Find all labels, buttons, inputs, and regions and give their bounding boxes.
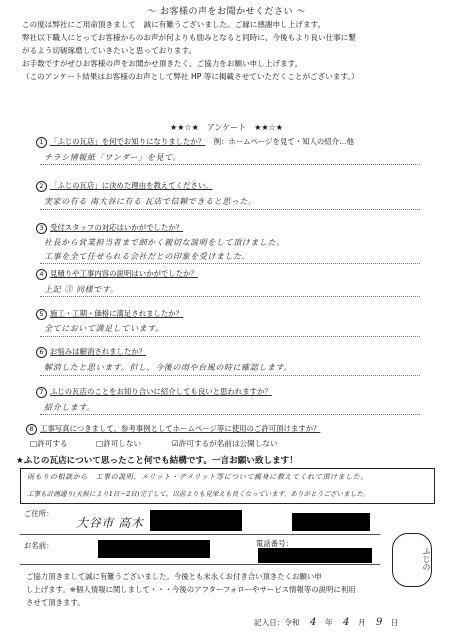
answer-2[interactable]: 実家の有る 南大谷に有る 瓦店で信頼できると思った。 — [44, 197, 257, 206]
answer-line — [40, 164, 420, 165]
date-year[interactable]: 4 — [309, 617, 317, 628]
date-day-unit: 日 — [390, 618, 399, 627]
name-label: お名前： — [24, 541, 54, 550]
question-number: 6 — [36, 347, 47, 358]
question-2 — [36, 180, 213, 192]
date-month[interactable]: 4 — [342, 617, 350, 628]
redaction-block — [98, 540, 210, 558]
question-4 — [36, 268, 198, 280]
date-label: 記入日：令和 — [254, 618, 300, 627]
intro-line-2: 弊社以下職人にとってお客様からのお声が何よりも励みとなると同時に、今後もより良い仕事に繋 — [22, 33, 356, 42]
redaction-block — [150, 510, 242, 531]
question-text: 受付スタッフの対応はいかがでしたか？ — [50, 223, 184, 232]
footer-line-1: ご協力頂きまして誠に有難うございました。今後とも末永くお付き合い頂きたくお願い申 — [26, 572, 322, 581]
answer-4[interactable]: 上記 ③ 同様です。 — [44, 285, 119, 294]
answer-7[interactable]: 紹介します。 — [44, 403, 95, 412]
free-comment-line-2: 工事も計画通り(天候により1日～2日)完了して、以前よりも見栄えも良くなっています。ありがとうございました。 — [27, 490, 370, 498]
stamp-text: ふじの — [422, 547, 431, 571]
permission-anonymous-checkbox[interactable]: ☑許可するが名前は公開しない — [172, 439, 278, 448]
question-1 — [36, 136, 354, 148]
question-text: 工事写真につきまして、参考事例としてホームページ等に使用のご許可頂けますか？ — [40, 424, 321, 433]
answer-5[interactable]: 全てにおいて満足しています。 — [44, 324, 164, 333]
answer-line — [40, 263, 420, 264]
question-7 — [36, 386, 272, 398]
answer-line — [40, 375, 420, 376]
question-text: 施工・工期・価格に満足されましたか？ — [50, 309, 184, 318]
permission-allow-checkbox[interactable]: □許可する — [30, 439, 68, 448]
answer-3-line-2[interactable]: 工事を全て任せられる会社だとの印象を受けました。 — [44, 252, 251, 261]
intro-line-1: この度は弊社にご用命頂きまして 誠に有難うございました。ご縁に感謝申し上げます。 — [22, 20, 326, 29]
permission-deny-checkbox[interactable]: □許可しない — [96, 439, 142, 448]
question-6 — [36, 346, 146, 358]
footer-line-2: し上げます。※個人情報に関しまして・・・今後のアフターフォローやサービス情報等の説明に利用 — [26, 585, 356, 594]
date-month-unit: 月 — [357, 618, 366, 627]
intro-line-3: がるよう切磋琢磨していきたいと思っております。 — [22, 46, 197, 55]
question-3 — [36, 222, 183, 234]
intro-line-4: お手数ですがぜひお客様の声をお聞かせ頂きたく、ご協力をお願い申し上げます。 — [22, 59, 303, 68]
footer-line-3: させて頂きます。 — [26, 598, 85, 607]
free-comment-line-1: 雨もりの相談から 工事の説明、メリット・デメリット等について親身に教えてくれて頂けました。 — [27, 473, 369, 481]
question-5 — [36, 308, 183, 320]
question-text: 「ふじの瓦店」に決めた理由を教えてください。 — [50, 181, 213, 190]
question-text: お悩みは解消されましたか？ — [50, 347, 147, 356]
free-comment-box[interactable] — [20, 468, 435, 504]
phone-label: 電話番号： — [256, 539, 293, 548]
question-number: 5 — [36, 309, 47, 320]
question-number: 8 — [26, 424, 37, 435]
answer-line — [40, 414, 420, 415]
answer-3-line-1[interactable]: 社長から営業担当者まで細かく親切な説明をして頂けました。 — [44, 238, 285, 247]
intro-line-5: （このアンケート結果はお客様のお声として弊社 HP 等に掲載させていただくことがございます。） — [22, 72, 359, 81]
redaction-block — [258, 548, 372, 563]
answer-1[interactable]: チラシ情報紙「ワンダー」を見て。 — [44, 153, 182, 162]
question-number: 3 — [36, 223, 47, 234]
page-title: ～ お客様の声をお聞かせください ～ — [147, 7, 306, 17]
question-text: 「ふじの瓦店」を何でお知りになりましたか？ — [50, 137, 206, 146]
address-value[interactable]: 大谷市 高木 — [76, 516, 144, 530]
question-text: 見積りや工事内容の説明はいかがでしたか？ — [50, 269, 198, 278]
redaction-block — [292, 513, 370, 531]
date-day[interactable]: 9 — [375, 617, 383, 628]
question-8 — [26, 423, 320, 435]
question-number: 7 — [36, 387, 47, 398]
question-hint: 例：ホームページを見て・知人の紹介…他 — [213, 137, 354, 146]
company-stamp — [392, 533, 432, 587]
free-comment-title: ★ふじの瓦店について思ったこと何でも結構です。一言お願い致します！ — [16, 456, 298, 466]
address-underline — [20, 534, 380, 535]
name-underline — [20, 564, 380, 565]
entry-date — [254, 617, 399, 628]
question-number: 2 — [36, 181, 47, 192]
question-text: ふじの瓦店のことをお知り合いに紹介しても良いと思われますか？ — [50, 387, 272, 396]
enquete-title: ★★☆★ アンケート ★★☆★ — [170, 123, 283, 132]
answer-line — [40, 209, 420, 210]
answer-line — [40, 296, 420, 297]
question-number: 1 — [36, 137, 47, 148]
answer-line — [40, 336, 420, 337]
answer-6[interactable]: 解消したと思います。但し、今後の雨や台風の時に確認します。 — [44, 363, 293, 372]
question-number: 4 — [36, 269, 47, 280]
address-label: ご住所： — [24, 509, 54, 518]
date-year-unit: 年 — [324, 618, 333, 627]
